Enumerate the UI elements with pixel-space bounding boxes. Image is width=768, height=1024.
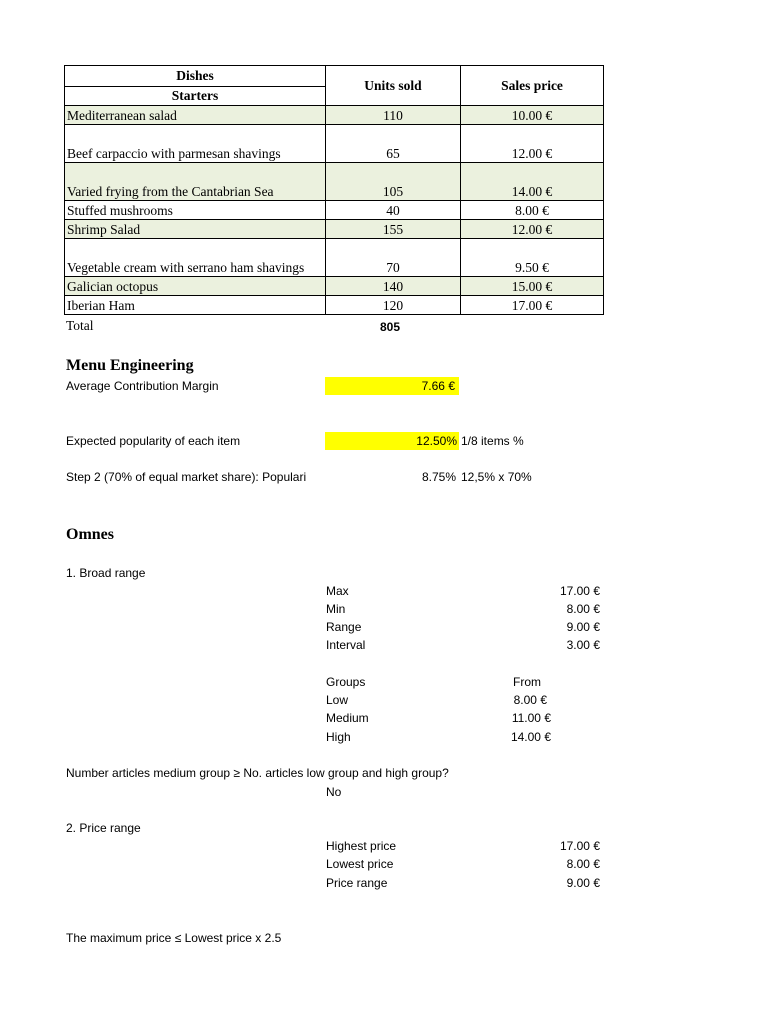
header-starters: Starters	[65, 87, 326, 106]
broad-range-title: 1. Broad range	[66, 566, 146, 580]
units-sold: 65	[326, 125, 461, 163]
table-row	[65, 106, 604, 125]
table-row	[65, 220, 604, 239]
interval-label: Interval	[326, 638, 366, 652]
low-label: Low	[326, 693, 349, 707]
dish-name: Stuffed mushrooms	[65, 201, 326, 220]
omnes-title: Omnes	[66, 526, 114, 543]
sales-price: 12.00 €	[461, 220, 604, 239]
header-sales-price: Sales price	[461, 66, 604, 106]
header-dishes: Dishes	[65, 66, 326, 87]
units-sold: 105	[326, 163, 461, 201]
step2-value: 8.75%	[422, 470, 457, 484]
units-sold: 40	[326, 201, 461, 220]
total-label: Total	[66, 318, 94, 333]
high-label: High	[326, 730, 351, 744]
table-row	[65, 125, 604, 163]
units-sold: 140	[326, 277, 461, 296]
units-sold: 155	[326, 220, 461, 239]
sales-price: 10.00 €	[461, 106, 604, 125]
medium-group-answer: No	[326, 785, 342, 799]
dish-name: Vegetable cream with serrano ham shavings	[65, 239, 326, 277]
sales-price: 9.50 €	[461, 239, 604, 277]
groups-label: Groups	[326, 675, 366, 689]
range-value: 9.00 €	[566, 620, 600, 634]
sales-price: 17.00 €	[461, 296, 604, 315]
sales-price: 14.00 €	[461, 163, 604, 201]
header-units-sold: Units sold	[326, 66, 461, 106]
dish-name: Galician octopus	[65, 277, 326, 296]
table-row	[65, 277, 604, 296]
dish-name: Varied frying from the Cantabrian Sea	[65, 163, 326, 201]
acm-label: Average Contribution Margin	[66, 379, 219, 393]
popularity-value: 12.50%	[325, 432, 459, 450]
from-label: From	[513, 675, 541, 689]
lowest-price-value: 8.00 €	[566, 857, 600, 871]
dish-name: Iberian Ham	[65, 296, 326, 315]
table-row	[65, 239, 604, 277]
price-range-title: 2. Price range	[66, 821, 141, 835]
units-sold: 110	[326, 106, 461, 125]
total-value: 805	[380, 320, 401, 334]
acm-value: 7.66 €	[325, 377, 459, 395]
sales-price: 8.00 €	[461, 201, 604, 220]
table-row	[65, 296, 604, 315]
highest-price-label: Highest price	[326, 839, 397, 853]
price-range-value: 9.00 €	[566, 876, 600, 890]
price-range-label: Price range	[326, 876, 388, 890]
medium-value: 11.00 €	[511, 711, 551, 725]
dish-name: Beef carpaccio with parmesan shavings	[65, 125, 326, 163]
min-value: 8.00 €	[566, 602, 600, 616]
units-sold: 120	[326, 296, 461, 315]
medium-label: Medium	[326, 711, 369, 725]
menu-engineering-title: Menu Engineering	[66, 357, 194, 374]
medium-group-question: Number articles medium group ≥ No. articles low group and high group?	[66, 766, 449, 780]
interval-value: 3.00 €	[566, 638, 600, 652]
step2-label: Step 2 (70% of equal market share): Populari	[66, 470, 307, 484]
dish-name: Shrimp Salad	[65, 220, 326, 239]
max-value: 17.00 €	[559, 584, 600, 598]
highest-price-value: 17.00 €	[559, 839, 600, 853]
dish-name: Mediterranean salad	[65, 106, 326, 125]
sales-price: 12.00 €	[461, 125, 604, 163]
popularity-label: Expected popularity of each item	[66, 434, 241, 448]
max-label: Max	[326, 584, 349, 598]
max-price-rule: The maximum price ≤ Lowest price x 2.5	[66, 931, 282, 945]
min-label: Min	[326, 602, 346, 616]
range-label: Range	[326, 620, 362, 634]
popularity-note: 1/8 items %	[461, 434, 524, 448]
high-value: 14.00 €	[510, 730, 551, 744]
lowest-price-label: Lowest price	[326, 857, 394, 871]
step2-note: 12,5% x 70%	[461, 470, 532, 484]
units-sold: 70	[326, 239, 461, 277]
low-value: 8.00 €	[513, 693, 547, 707]
sales-table	[64, 65, 604, 315]
table-row	[65, 163, 604, 201]
sales-price: 15.00 €	[461, 277, 604, 296]
table-row	[65, 201, 604, 220]
